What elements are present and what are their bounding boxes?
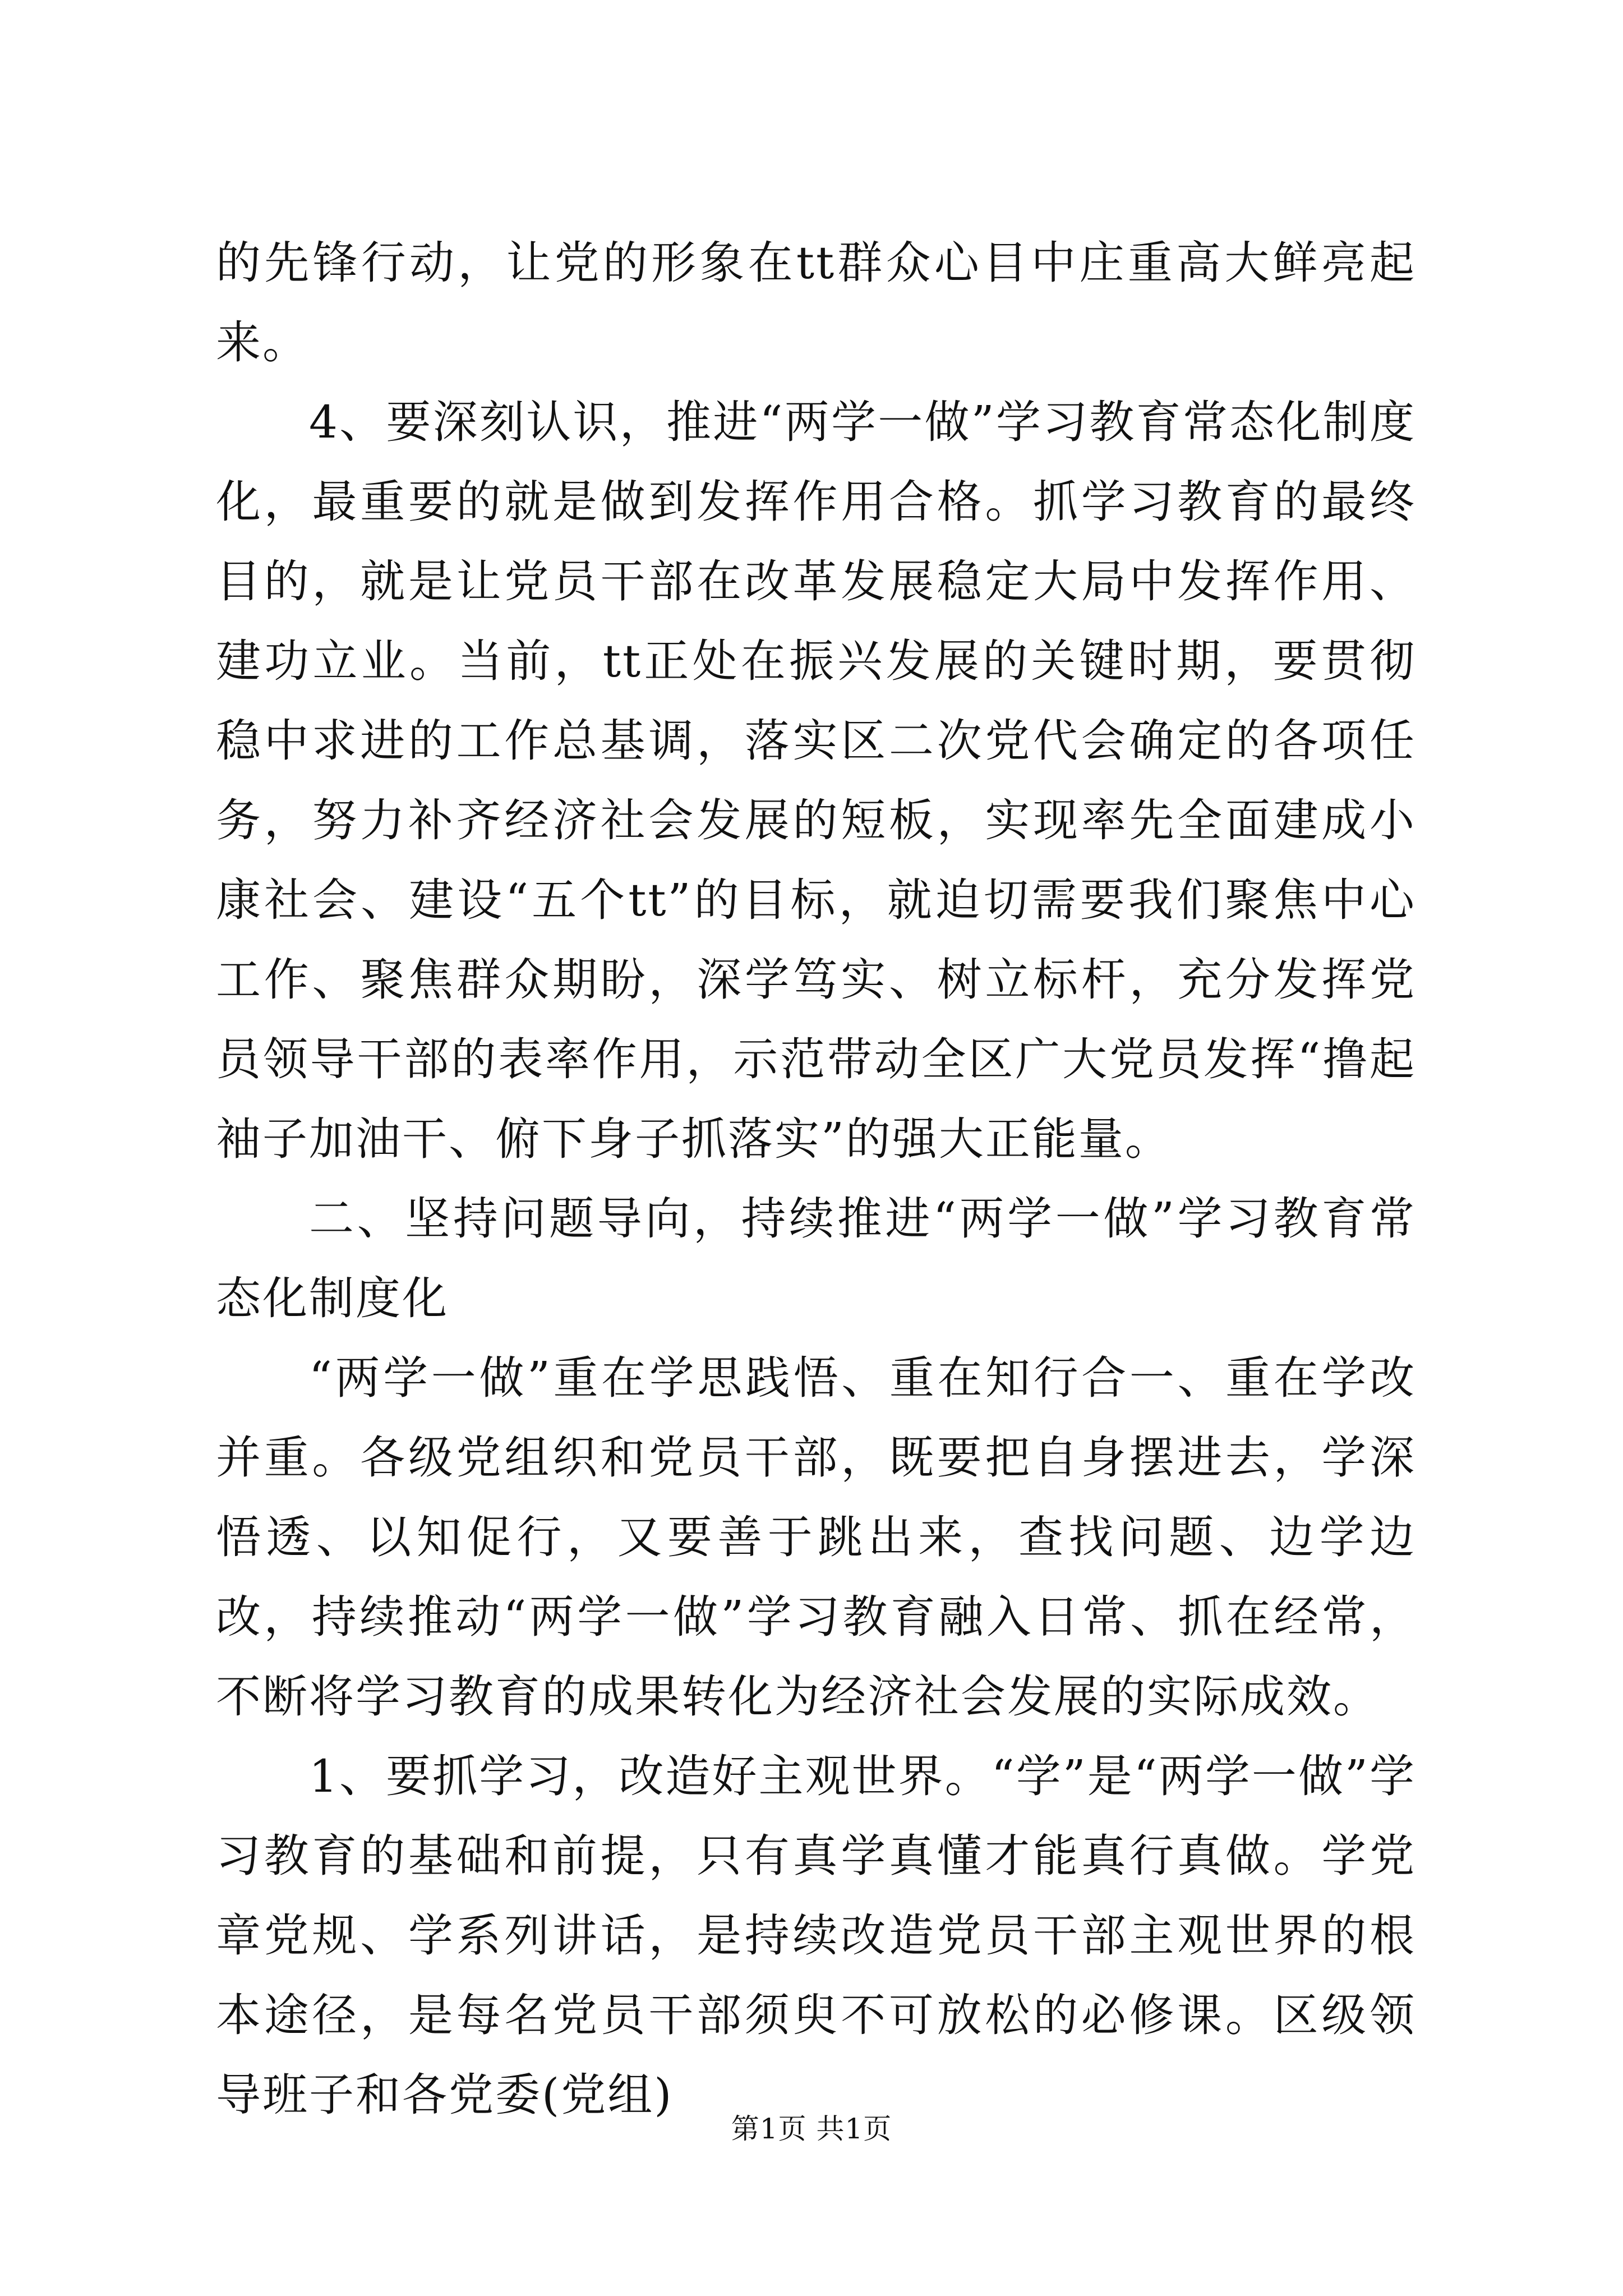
- page-footer: 第1页 共1页: [731, 2113, 892, 2145]
- paragraph-3: “两学一做”重在学思践悟、重在知行合一、重在学改并重。各级党组织和党员干部，既要把自身摆进去，学深悟透、以知促行，又要善于跳出来，查找问题、边学边改，持续推动“两学一做”学习教育融入日常、抓在经常，不断将学习教育的成果转化为经济社会发展的实际成效。: [216, 1352, 1416, 1723]
- document-body: [216, 223, 1416, 2135]
- paragraph-4: 1、要抓学习，改造好主观世界。“学”是“两学一做”学习教育的基础和前提，只有真学真懂才能真行真做。学党章党规、学系列讲话，是持续改造党员干部主观世界的根本途径，是每名党员干部须臾不可放松的必修课。区级领导班子和各党委(党组): [216, 1750, 1416, 2121]
- paragraph-1: 的先锋行动，让党的形象在tt群众心目中庄重高大鲜亮起来。: [216, 237, 1416, 369]
- section-heading: 二、坚持问题导向，持续推进“两学一做”学习教育常态化制度化: [216, 1193, 1416, 1324]
- paragraph-2: 4、要深刻认识，推进“两学一做”学习教育常态化制度化，最重要的就是做到发挥作用合格。抓学习教育的最终目的，就是让党员干部在改革发展稳定大局中发挥作用、建功立业。当前，tt正处在振兴发展的关键时期，要贯彻稳中求进的工作总基调，落实区二次党代会确定的各项任务，努力补齐经济社会发展的短板，实现率先全面建成小康社会、建设“五个tt”的目标，就迫切需要我们聚焦中心工作、聚焦群众期盼，深学笃实、树立标杆，充分发挥党员领导干部的表率作用，示范带动全区广大党员发挥“撸起袖子加油干、俯下身子抓落实”的强大正能量。: [216, 396, 1416, 1165]
